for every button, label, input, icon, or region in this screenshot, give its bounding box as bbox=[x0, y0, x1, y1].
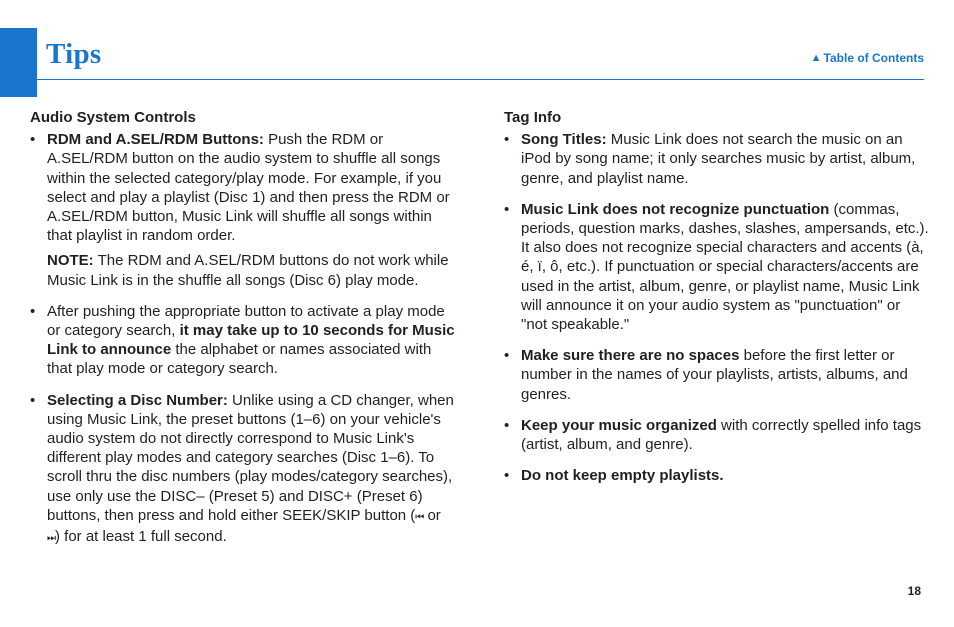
body-text: Music Link does not search the music on an iPod by song name; it only searches music by artist, album, genre, and playlist name. bbox=[521, 131, 916, 187]
body-text: the alphabet or names associated with that play mode or category search. bbox=[47, 341, 432, 378]
section-heading-audio-system-controls: Audio System Controls bbox=[30, 109, 196, 126]
paragraph-empty-playlists bbox=[521, 466, 929, 485]
list-item bbox=[30, 302, 455, 379]
paragraph-punctuation bbox=[521, 200, 929, 334]
tag-info-list bbox=[504, 130, 929, 485]
paragraph-disc bbox=[47, 391, 455, 549]
paragraph-after-push bbox=[47, 302, 455, 379]
paragraph-rdm bbox=[47, 130, 455, 245]
bold-lead: Make sure there are no spaces bbox=[521, 347, 740, 365]
list-item bbox=[504, 416, 929, 454]
left-column bbox=[30, 108, 455, 560]
bold-lead: Music Link does not recognize punctuation bbox=[521, 200, 830, 218]
bold-lead: Song Titles: bbox=[521, 131, 607, 149]
triangle-up-icon: ▲ bbox=[810, 52, 822, 64]
note-label: NOTE: bbox=[47, 252, 94, 270]
body-text: (commas, periods, question marks, dashes, slashes, ampersands, etc.). It also does not recognize special characters and accents (à, é, ï, ô, etc.). If punctuation or special characters/accents are used in the artist, album, genre, or playlist name, Music Link will announce it on your audio system as "punctuation" or "not speakable." bbox=[521, 200, 929, 334]
right-column bbox=[504, 108, 929, 497]
audio-controls-list bbox=[30, 130, 455, 548]
list-item bbox=[30, 391, 455, 549]
table-of-contents-link[interactable] bbox=[811, 51, 924, 65]
header-color-tab bbox=[0, 28, 37, 97]
bold-lead: RDM and A.SEL/RDM Buttons: bbox=[47, 131, 264, 149]
paragraph-song-titles bbox=[521, 130, 929, 188]
section-heading-tag-info: Tag Info bbox=[504, 109, 562, 126]
skip-forward-icon: ⏭ bbox=[47, 533, 55, 545]
list-item bbox=[30, 130, 455, 290]
body-text: ) for at least 1 full second. bbox=[55, 528, 227, 546]
body-text: or bbox=[423, 506, 441, 524]
paragraph-note bbox=[47, 251, 455, 289]
list-item bbox=[504, 130, 929, 188]
paragraph-organized bbox=[521, 416, 929, 454]
page-number: 18 bbox=[907, 584, 921, 598]
body-text: with correctly spelled info tags (artist, album, and genre). bbox=[521, 416, 922, 454]
body-text: Push the RDM or A.SEL/RDM button on the audio system to shuffle all songs within the selected category/play mode. For example, if you select and play a playlist (Disc 1) and then press the RDM or A.SEL/RDM button, Music Link will shuffle all songs within that playlist in random order. bbox=[47, 131, 450, 245]
paragraph-spaces bbox=[521, 346, 929, 404]
body-text: before the first letter or number in the names of your playlists, artists, albums, and genres. bbox=[521, 347, 908, 403]
bold-emphasis: it may take up to 10 seconds for Music Link to announce bbox=[47, 322, 455, 359]
bold-lead: Keep your music organized bbox=[521, 416, 717, 434]
body-text: After pushing the appropriate button to activate a play mode or category search, bbox=[47, 302, 445, 340]
list-item bbox=[504, 346, 929, 404]
body-text: Unlike using a CD changer, when using Music Link, the preset buttons (1–6) on your vehicle's audio system do not directly correspond to Music Link's different play modes and category searches (Disc 1–6). To scroll thru the disc numbers (play modes/category searches), use only use the DISC– (Preset 5) and DISC+ (Preset 6) buttons, then press and hold either SEEK/SKIP button ( bbox=[47, 391, 454, 524]
note-text: The RDM and A.SEL/RDM buttons do not work while Music Link is in the shuffle all songs (Disc 6) play mode. bbox=[47, 252, 449, 289]
list-item bbox=[504, 466, 929, 485]
bold-lead: Do not keep empty playlists. bbox=[521, 467, 724, 485]
page-title: Tips bbox=[46, 38, 102, 70]
list-item bbox=[504, 200, 929, 334]
bold-lead: Selecting a Disc Number: bbox=[47, 391, 228, 409]
header-divider bbox=[37, 79, 924, 80]
skip-back-icon: ⏮ bbox=[415, 511, 424, 523]
table-of-contents-label: Table of Contents bbox=[823, 51, 924, 65]
